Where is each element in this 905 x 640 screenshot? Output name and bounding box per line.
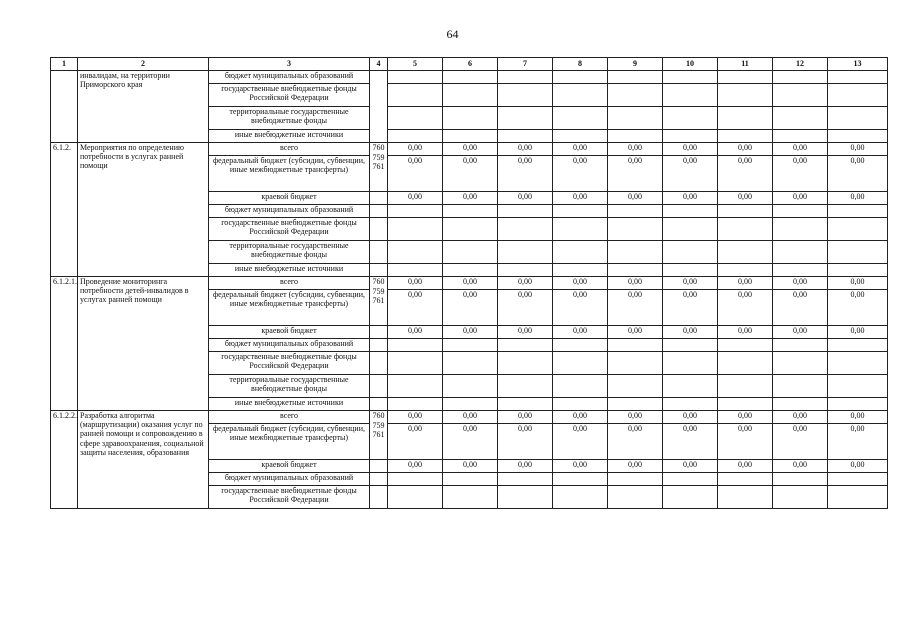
funding-source-cell: краевой бюджет — [209, 460, 370, 473]
budget-code: 759 — [372, 420, 385, 430]
column-header-8: 8 — [553, 58, 608, 71]
funding-source-cell: всего — [209, 277, 370, 290]
funding-source-cell: государственные внебюджетные фонды Российской Федерации — [209, 486, 370, 509]
value-cell — [498, 205, 553, 218]
value-cell — [498, 486, 553, 509]
value-cell: 0,00 — [443, 326, 498, 339]
value-cell: 0,00 — [828, 277, 888, 290]
value-cell — [608, 473, 663, 486]
value-cell — [663, 241, 718, 264]
value-cell: 0,00 — [388, 290, 443, 326]
value-cell: 0,00 — [663, 424, 718, 460]
funding-source-cell: краевой бюджет — [209, 326, 370, 339]
value-cell — [388, 71, 443, 84]
value-cell — [663, 205, 718, 218]
value-cell: 0,00 — [828, 143, 888, 156]
value-cell — [718, 218, 773, 241]
column-header-3: 3 — [209, 58, 370, 71]
budget-code: 761 — [372, 430, 385, 440]
value-cell — [388, 84, 443, 107]
value-cell — [443, 486, 498, 509]
value-cell: 0,00 — [388, 277, 443, 290]
budget-code: 760 — [372, 277, 385, 286]
value-cell: 0,00 — [663, 156, 718, 192]
value-cell: 0,00 — [553, 460, 608, 473]
value-cell: 0,00 — [388, 411, 443, 424]
column-header-11: 11 — [718, 58, 773, 71]
value-cell: 0,00 — [773, 326, 828, 339]
value-cell — [828, 486, 888, 509]
value-cell — [718, 264, 773, 277]
value-cell — [388, 486, 443, 509]
value-cell: 0,00 — [773, 411, 828, 424]
value-cell: 0,00 — [498, 290, 553, 326]
value-cell: 0,00 — [498, 277, 553, 290]
budget-codes-cell — [370, 218, 388, 241]
value-cell — [828, 107, 888, 130]
value-cell — [553, 352, 608, 375]
value-cell — [718, 398, 773, 411]
column-header-9: 9 — [608, 58, 663, 71]
value-cell — [608, 339, 663, 352]
activity-name-cell: Мероприятия по определению потребности в услугах ранней помощи — [78, 143, 209, 277]
value-cell: 0,00 — [663, 277, 718, 290]
value-cell — [718, 84, 773, 107]
value-cell: 0,00 — [388, 143, 443, 156]
value-cell — [608, 375, 663, 398]
column-header-6: 6 — [443, 58, 498, 71]
value-cell: 0,00 — [773, 460, 828, 473]
value-cell: 0,00 — [498, 460, 553, 473]
value-cell: 0,00 — [608, 460, 663, 473]
funding-source-cell: государственные внебюджетные фонды Российской Федерации — [209, 218, 370, 241]
value-cell: 0,00 — [773, 424, 828, 460]
value-cell: 0,00 — [498, 156, 553, 192]
value-cell: 0,00 — [663, 143, 718, 156]
value-cell: 0,00 — [718, 277, 773, 290]
budget-codes-cell — [370, 486, 388, 509]
budget-codes-cell — [370, 241, 388, 264]
value-cell — [443, 264, 498, 277]
budget-codes-cell — [370, 71, 388, 143]
value-cell — [773, 473, 828, 486]
value-cell — [828, 241, 888, 264]
column-header-13: 13 — [828, 58, 888, 71]
value-cell — [773, 398, 828, 411]
column-header-7: 7 — [498, 58, 553, 71]
value-cell: 0,00 — [388, 156, 443, 192]
value-cell — [553, 130, 608, 143]
value-cell: 0,00 — [663, 326, 718, 339]
funding-source-cell: краевой бюджет — [209, 192, 370, 205]
budget-codes-cell — [370, 205, 388, 218]
value-cell — [608, 398, 663, 411]
value-cell — [553, 241, 608, 264]
value-cell — [553, 486, 608, 509]
value-cell — [553, 205, 608, 218]
funding-source-cell: всего — [209, 411, 370, 424]
value-cell: 0,00 — [718, 290, 773, 326]
value-cell: 0,00 — [828, 192, 888, 205]
value-cell — [663, 264, 718, 277]
value-cell: 0,00 — [443, 290, 498, 326]
value-cell — [443, 107, 498, 130]
value-cell — [608, 241, 663, 264]
value-cell — [718, 71, 773, 84]
funding-source-cell: федеральный бюджет (субсидии, субвенции, иные межбюджетные трансферты) — [209, 290, 370, 326]
value-cell — [388, 352, 443, 375]
value-cell: 0,00 — [553, 143, 608, 156]
value-cell: 0,00 — [608, 192, 663, 205]
funding-source-cell: бюджет муниципальных образований — [209, 205, 370, 218]
value-cell: 0,00 — [773, 290, 828, 326]
budget-codes-cell — [370, 143, 388, 192]
value-cell: 0,00 — [388, 424, 443, 460]
value-cell — [388, 130, 443, 143]
funding-source-cell: всего — [209, 143, 370, 156]
budget-codes-cell — [370, 326, 388, 339]
value-cell — [498, 84, 553, 107]
row-number-cell: 6.1.2.2. — [51, 411, 78, 509]
funding-source-cell: территориальные государственные внебюджетные фонды — [209, 107, 370, 130]
row-number-cell: 6.1.2. — [51, 143, 78, 277]
value-cell — [718, 352, 773, 375]
value-cell — [608, 352, 663, 375]
value-cell — [663, 473, 718, 486]
value-cell — [663, 218, 718, 241]
value-cell — [828, 339, 888, 352]
value-cell: 0,00 — [553, 411, 608, 424]
value-cell — [773, 84, 828, 107]
funding-source-cell: территориальные государственные внебюджетные фонды — [209, 241, 370, 264]
value-cell: 0,00 — [718, 156, 773, 192]
value-cell — [553, 71, 608, 84]
activity-name-cell: Разработка алгоритма (маршрутизации) оказания услуг по ранней помощи и сопровождению в сфере здравоохранения, социальной защиты населения, образования — [78, 411, 209, 509]
value-cell — [828, 473, 888, 486]
value-cell — [498, 264, 553, 277]
value-cell: 0,00 — [498, 424, 553, 460]
value-cell — [663, 107, 718, 130]
value-cell: 0,00 — [498, 192, 553, 205]
value-cell: 0,00 — [498, 326, 553, 339]
value-cell — [443, 71, 498, 84]
value-cell — [553, 375, 608, 398]
value-cell — [553, 107, 608, 130]
value-cell: 0,00 — [828, 460, 888, 473]
value-cell — [443, 84, 498, 107]
value-cell: 0,00 — [663, 192, 718, 205]
value-cell — [663, 84, 718, 107]
value-cell: 0,00 — [608, 156, 663, 192]
value-cell — [663, 130, 718, 143]
value-cell — [828, 84, 888, 107]
column-header-12: 12 — [773, 58, 828, 71]
value-cell — [608, 71, 663, 84]
value-cell — [388, 398, 443, 411]
value-cell — [498, 398, 553, 411]
value-cell: 0,00 — [718, 460, 773, 473]
budget-code: 759 — [372, 152, 385, 162]
value-cell — [498, 107, 553, 130]
value-cell — [443, 241, 498, 264]
value-cell: 0,00 — [553, 156, 608, 192]
value-cell — [388, 339, 443, 352]
value-cell — [663, 352, 718, 375]
value-cell: 0,00 — [553, 424, 608, 460]
row-number-cell: 6.1.2.1. — [51, 277, 78, 411]
value-cell — [773, 339, 828, 352]
value-cell — [773, 241, 828, 264]
budget-code: 759 — [372, 286, 385, 296]
value-cell — [388, 107, 443, 130]
value-cell — [553, 473, 608, 486]
value-cell — [718, 205, 773, 218]
value-cell — [498, 375, 553, 398]
value-cell — [828, 71, 888, 84]
value-cell: 0,00 — [388, 326, 443, 339]
value-cell: 0,00 — [443, 277, 498, 290]
value-cell — [388, 473, 443, 486]
value-cell: 0,00 — [443, 143, 498, 156]
budget-code: 761 — [372, 296, 385, 306]
value-cell — [498, 473, 553, 486]
value-cell — [663, 375, 718, 398]
funding-source-cell: иные внебюджетные источники — [209, 398, 370, 411]
table-header-row — [51, 58, 888, 71]
value-cell — [443, 398, 498, 411]
value-cell: 0,00 — [553, 290, 608, 326]
budget-codes-cell — [370, 352, 388, 375]
column-header-5: 5 — [388, 58, 443, 71]
value-cell — [608, 84, 663, 107]
value-cell — [388, 375, 443, 398]
table-row — [51, 411, 888, 424]
funding-source-cell: бюджет муниципальных образований — [209, 339, 370, 352]
value-cell — [773, 71, 828, 84]
value-cell — [443, 130, 498, 143]
value-cell — [828, 375, 888, 398]
value-cell — [608, 486, 663, 509]
value-cell: 0,00 — [773, 277, 828, 290]
column-header-4: 4 — [370, 58, 388, 71]
value-cell — [828, 264, 888, 277]
value-cell — [608, 130, 663, 143]
value-cell: 0,00 — [443, 424, 498, 460]
row-number-cell — [51, 71, 78, 143]
budget-codes-cell — [370, 375, 388, 398]
value-cell: 0,00 — [718, 143, 773, 156]
value-cell — [498, 339, 553, 352]
value-cell: 0,00 — [828, 424, 888, 460]
value-cell — [553, 398, 608, 411]
value-cell: 0,00 — [608, 277, 663, 290]
value-cell — [498, 218, 553, 241]
value-cell — [443, 218, 498, 241]
value-cell: 0,00 — [718, 424, 773, 460]
value-cell — [608, 218, 663, 241]
funding-source-cell: государственные внебюджетные фонды Российской Федерации — [209, 352, 370, 375]
budget-code: 761 — [372, 162, 385, 172]
funding-source-cell: федеральный бюджет (субсидии, субвенции, иные межбюджетные трансферты) — [209, 424, 370, 460]
value-cell: 0,00 — [828, 326, 888, 339]
value-cell — [828, 352, 888, 375]
column-header-1: 1 — [51, 58, 78, 71]
value-cell — [773, 264, 828, 277]
value-cell — [718, 473, 773, 486]
value-cell: 0,00 — [388, 192, 443, 205]
value-cell: 0,00 — [498, 411, 553, 424]
value-cell — [388, 241, 443, 264]
value-cell — [498, 352, 553, 375]
value-cell: 0,00 — [828, 156, 888, 192]
budget-code: 760 — [372, 143, 385, 152]
value-cell — [443, 339, 498, 352]
value-cell: 0,00 — [553, 326, 608, 339]
value-cell: 0,00 — [773, 156, 828, 192]
value-cell — [553, 218, 608, 241]
value-cell: 0,00 — [443, 411, 498, 424]
value-cell — [718, 107, 773, 130]
budget-codes-cell — [370, 264, 388, 277]
value-cell — [773, 486, 828, 509]
value-cell: 0,00 — [663, 411, 718, 424]
value-cell — [388, 218, 443, 241]
value-cell: 0,00 — [608, 143, 663, 156]
value-cell — [773, 352, 828, 375]
funding-source-cell: бюджет муниципальных образований — [209, 71, 370, 84]
value-cell — [608, 205, 663, 218]
value-cell — [828, 398, 888, 411]
value-cell — [773, 375, 828, 398]
value-cell: 0,00 — [718, 192, 773, 205]
value-cell — [498, 130, 553, 143]
activity-name-cell: Проведение мониторинга потребности детей-инвалидов в услугах ранней помощи — [78, 277, 209, 411]
funding-source-cell: государственные внебюджетные фонды Российской Федерации — [209, 84, 370, 107]
value-cell: 0,00 — [828, 290, 888, 326]
value-cell: 0,00 — [553, 277, 608, 290]
value-cell: 0,00 — [718, 326, 773, 339]
value-cell — [553, 339, 608, 352]
value-cell — [773, 130, 828, 143]
funding-source-cell: территориальные государственные внебюджетные фонды — [209, 375, 370, 398]
budget-codes-cell — [370, 192, 388, 205]
funding-source-cell: иные внебюджетные источники — [209, 264, 370, 277]
value-cell — [443, 473, 498, 486]
value-cell: 0,00 — [773, 192, 828, 205]
funding-source-cell: федеральный бюджет (субсидии, субвенции, иные межбюджетные трансферты) — [209, 156, 370, 192]
value-cell — [773, 218, 828, 241]
budget-codes-cell — [370, 473, 388, 486]
value-cell — [663, 71, 718, 84]
column-header-2: 2 — [78, 58, 209, 71]
table-row — [51, 277, 888, 290]
value-cell — [443, 205, 498, 218]
value-cell: 0,00 — [608, 290, 663, 326]
value-cell: 0,00 — [498, 143, 553, 156]
funding-source-cell: иные внебюджетные источники — [209, 130, 370, 143]
value-cell — [608, 264, 663, 277]
value-cell: 0,00 — [443, 156, 498, 192]
value-cell: 0,00 — [608, 411, 663, 424]
value-cell — [828, 130, 888, 143]
budget-codes-cell — [370, 339, 388, 352]
value-cell — [718, 241, 773, 264]
value-cell — [388, 205, 443, 218]
value-cell — [773, 205, 828, 218]
value-cell — [388, 264, 443, 277]
column-header-10: 10 — [663, 58, 718, 71]
value-cell: 0,00 — [718, 411, 773, 424]
budget-codes-cell — [370, 411, 388, 460]
activity-name-cell: инвалидам, на территории Приморского края — [78, 71, 209, 143]
value-cell — [608, 107, 663, 130]
table-row — [51, 143, 888, 156]
value-cell: 0,00 — [608, 424, 663, 460]
page-number: 64 — [446, 27, 459, 41]
value-cell — [553, 264, 608, 277]
value-cell — [663, 339, 718, 352]
value-cell — [498, 71, 553, 84]
budget-codes-cell — [370, 398, 388, 411]
value-cell — [663, 398, 718, 411]
value-cell: 0,00 — [663, 290, 718, 326]
budget-table — [50, 57, 888, 509]
value-cell — [718, 130, 773, 143]
value-cell — [443, 352, 498, 375]
budget-codes-cell — [370, 460, 388, 473]
funding-source-cell: бюджет муниципальных образований — [209, 473, 370, 486]
value-cell: 0,00 — [663, 460, 718, 473]
value-cell: 0,00 — [443, 460, 498, 473]
value-cell: 0,00 — [553, 192, 608, 205]
value-cell — [828, 205, 888, 218]
value-cell: 0,00 — [608, 326, 663, 339]
value-cell — [553, 84, 608, 107]
value-cell — [498, 241, 553, 264]
value-cell — [773, 107, 828, 130]
value-cell: 0,00 — [828, 411, 888, 424]
value-cell — [718, 486, 773, 509]
value-cell — [663, 486, 718, 509]
value-cell — [718, 375, 773, 398]
value-cell: 0,00 — [443, 192, 498, 205]
value-cell — [443, 375, 498, 398]
table-row — [51, 71, 888, 84]
budget-codes-cell — [370, 277, 388, 326]
value-cell: 0,00 — [388, 460, 443, 473]
budget-code: 760 — [372, 411, 385, 420]
value-cell: 0,00 — [773, 143, 828, 156]
value-cell — [828, 218, 888, 241]
value-cell — [718, 339, 773, 352]
